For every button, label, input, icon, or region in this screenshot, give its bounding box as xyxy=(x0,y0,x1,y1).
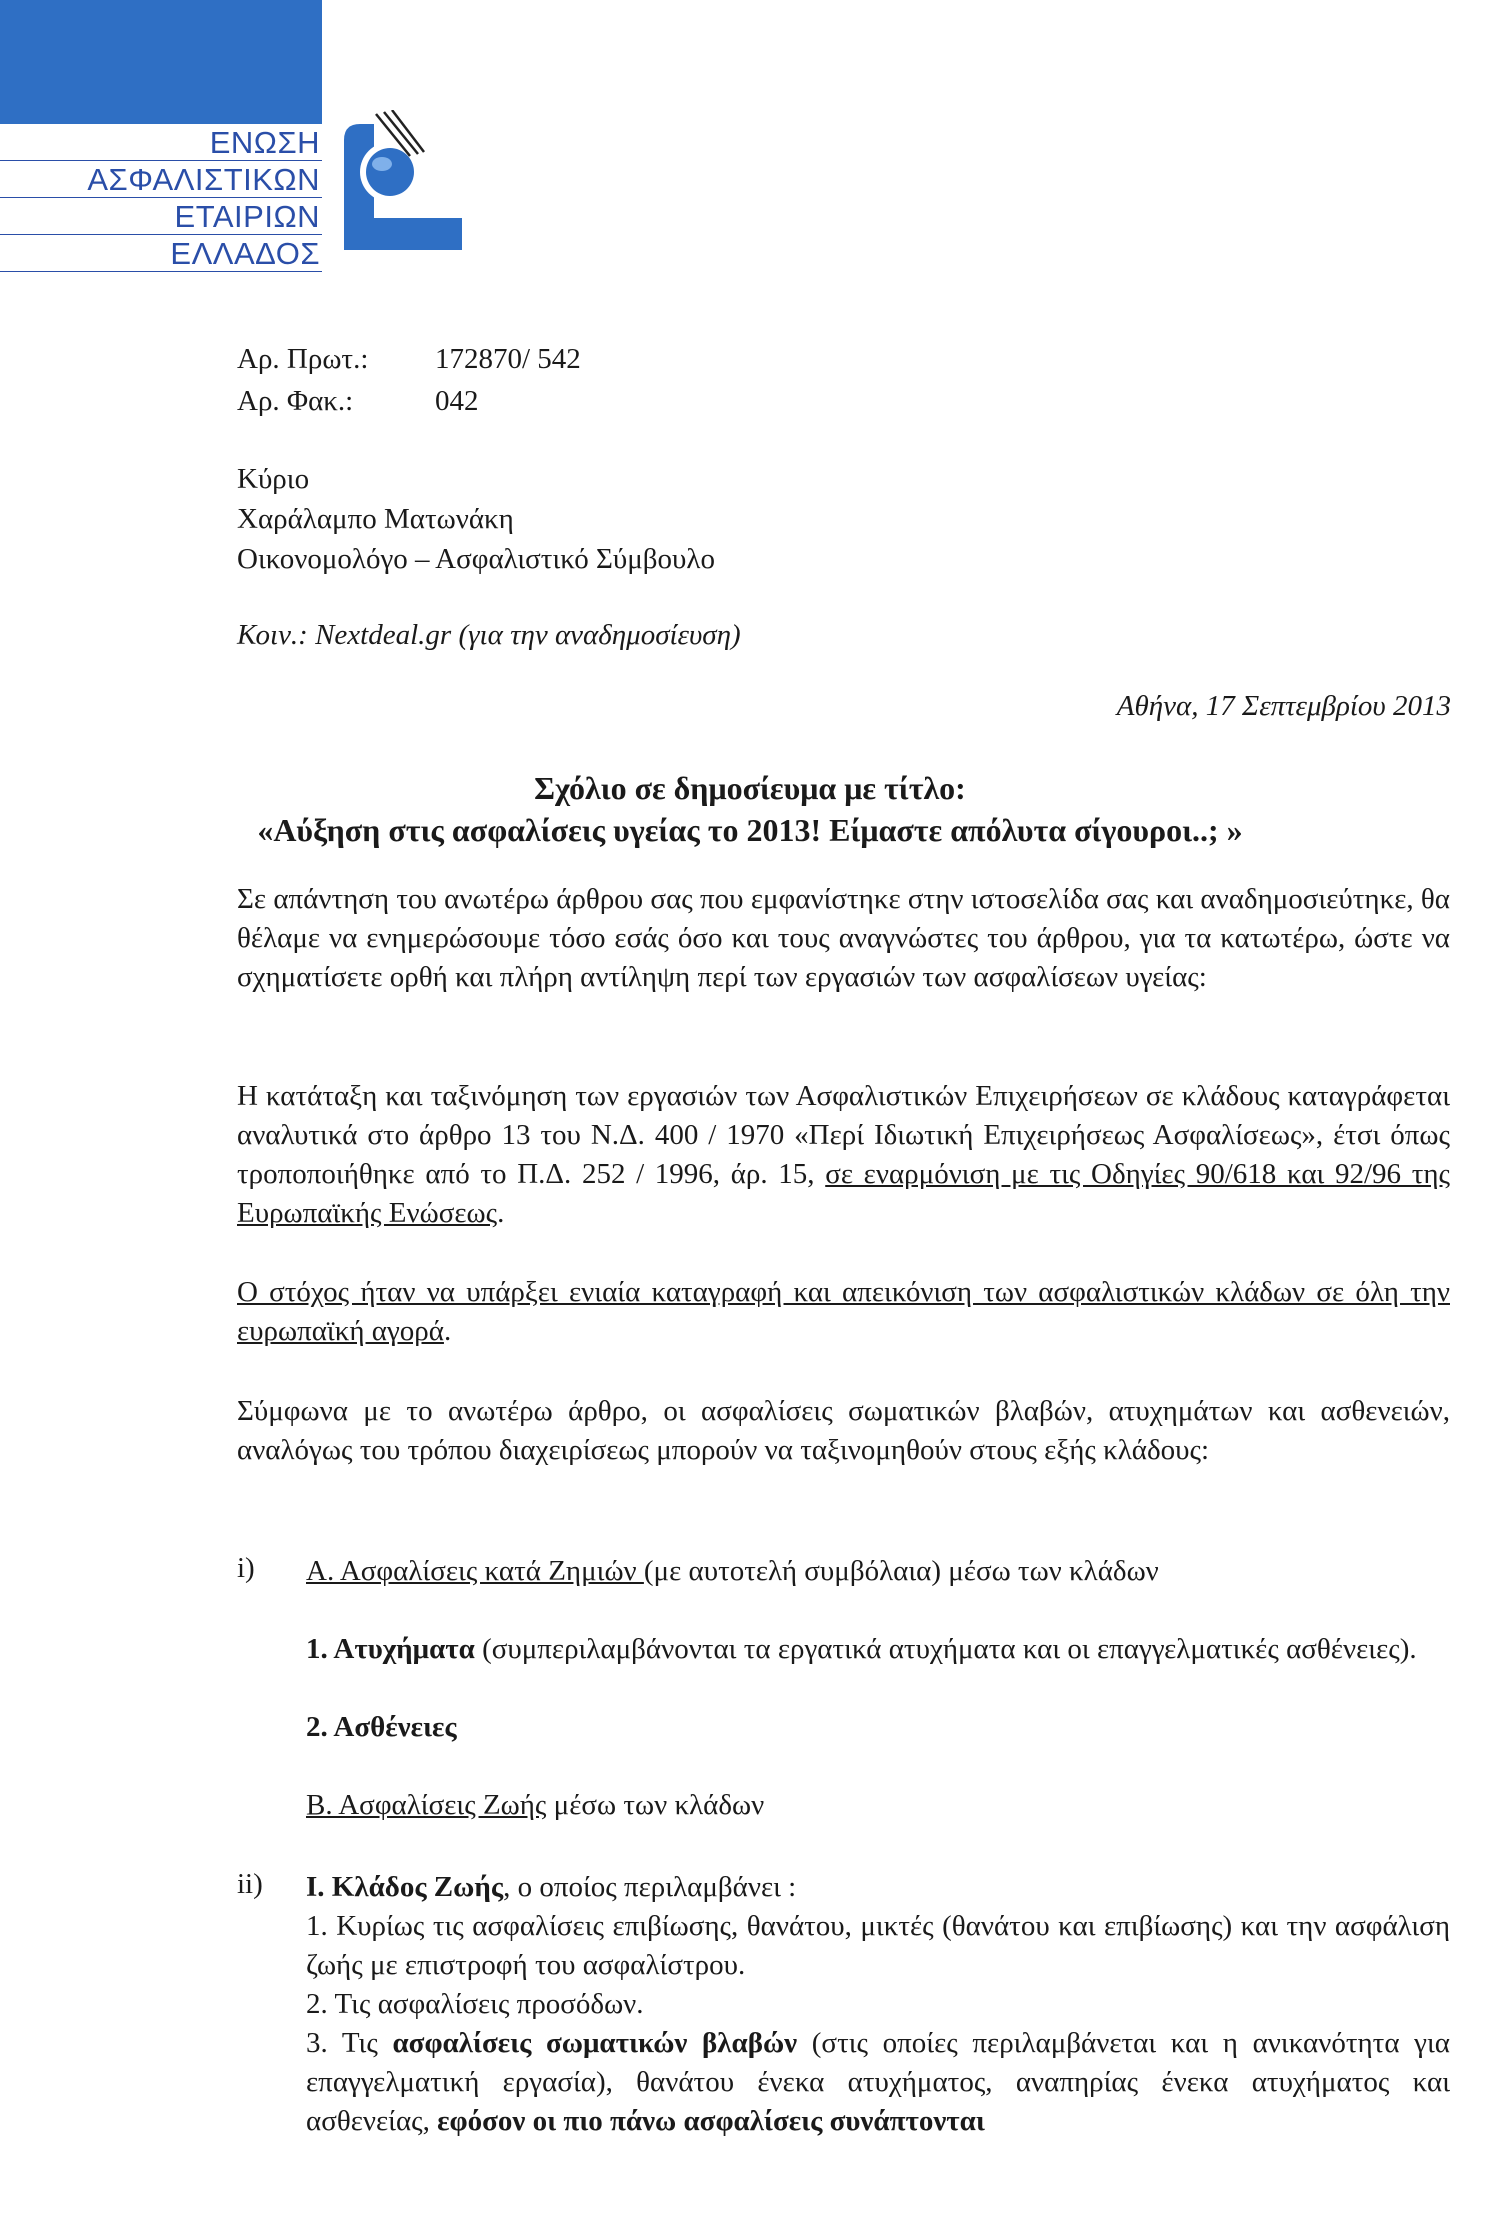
file-value: 042 xyxy=(435,385,479,417)
section-i-item-1-rest: (συμπεριλαμβάνονται τα εργατικά ατυχήματα και οι επαγγελματικές ασθένειες). xyxy=(474,1633,1417,1665)
letter-date: Αθήνα, 17 Σεπτεμβρίου 2013 xyxy=(1116,690,1451,722)
subject-line-1: Σχόλιο σε δημοσίευμα με τίτλο: xyxy=(534,770,966,806)
paragraph-2-text: Η κατάταξη και ταξινόμηση των εργασιών των Ασφαλιστικών Επιχειρήσεων σε κλάδους καταγράφεται αναλυτικά στο άρθρο 13 του Ν.Δ. 400 / 1970 «Περί Ιδιωτική Επιχειρήσεως Ασφαλίσεως», έτσι όπως τροποποιήθηκε από το Π.Δ. 252 / 1996, άρ. 15, xyxy=(237,1080,1450,1190)
org-line-4: ΕΛΛΑΔΟΣ xyxy=(0,235,322,272)
section-i-marker: i) xyxy=(237,1552,255,1584)
paragraph-2-end: . xyxy=(497,1197,505,1229)
section-ii-item-3-bold-2: εφόσον οι πιο πάνω ασφαλίσεις συνάπτονται xyxy=(437,2105,985,2137)
section-ii-item-1: 1. Κυρίως τις ασφαλίσεις επιβίωσης, θανάτου, μικτές (θανάτου και επιβίωσης) και την ασφάλιση ζωής με επιστροφή του ασφαλίστρου. xyxy=(306,1910,1450,1981)
paragraph-1: Σε απάντηση του ανωτέρω άρθρου σας που εμφανίστηκε στην ιστοσελίδα σας και αναδημοσιεύτηκε, θα θέλαμε να ενημερώσουμε τόσο εσάς όσο και τους αναγνώστες του άρθρου, για τα κατωτέρω, ώστε να σχηματίσετε ορθή και πλήρη αντίληψη περί των εργασιών των ασφαλίσεων υγείας: xyxy=(237,883,1450,993)
section-i-item-2 xyxy=(306,1708,1450,1747)
section-ii-heading-rest: , ο οποίος περιλαμβάνει : xyxy=(503,1871,797,1903)
org-line-2: ΑΣΦΑΛΙΣΤΙΚΩΝ xyxy=(0,161,322,198)
section-i-heading xyxy=(306,1552,1450,1591)
section-ii-heading-bold: Ι. Κλάδος Ζωής xyxy=(306,1871,504,1903)
section-i-item-1 xyxy=(306,1630,1450,1669)
protocol-label: Αρ. Πρωτ.: xyxy=(237,343,369,375)
subject-line-2: «Αύξηση στις ασφαλίσεις υγείας το 2013! Είμαστε απόλυτα σίγουροι..; » xyxy=(257,812,1243,848)
paragraph-2 xyxy=(237,1077,1450,1233)
section-b-heading-underlined: Β. Ασφαλίσεις Ζωής xyxy=(306,1789,547,1821)
file-label: Αρ. Φακ.: xyxy=(237,385,354,417)
paragraph-3 xyxy=(237,1273,1450,1351)
recipient-title: Οικονομολόγο – Ασφαλιστικό Σύμβουλο xyxy=(237,543,715,575)
section-ii-item-3-bold-1: ασφαλίσεις σωματικών βλαβών xyxy=(392,2027,798,2059)
recipient-name: Χαράλαμπο Ματωνάκη xyxy=(237,503,514,535)
section-i-heading-underlined: Α. Ασφαλίσεις κατά Ζημιών xyxy=(306,1555,644,1587)
carbon-copy: Κοιν.: Nextdeal.gr (για την αναδημοσίευση) xyxy=(237,619,741,651)
section-ii-marker: ii) xyxy=(237,1868,263,1900)
section-b-heading xyxy=(306,1786,1450,1825)
section-ii-heading xyxy=(306,1868,1450,1907)
section-i-heading-rest: (με αυτοτελή συμβόλαια) μέσω των κλάδων xyxy=(643,1555,1159,1587)
recipient-salutation: Κύριο xyxy=(237,463,310,495)
section-b-heading-rest: μέσω των κλάδων xyxy=(546,1789,765,1821)
protocol-number xyxy=(237,343,581,376)
section-i-item-2-bold: 2. Ασθένειες xyxy=(306,1711,457,1743)
paragraph-4: Σύμφωνα με το ανωτέρω άρθρο, οι ασφαλίσεις σωματικών βλαβών, ατυχημάτων και ασθενειών, αναλόγως του τρόπου διαχειρίσεως μπορούν να ταξινομηθούν στους εξής κλάδους: xyxy=(237,1395,1450,1466)
protocol-value: 172870/ 542 xyxy=(435,343,581,375)
paragraph-3-underlined: Ο στόχος ήταν να υπάρξει ενιαία καταγραφή και απεικόνιση των ασφαλιστικών κλάδων σε όλη την ευρωπαϊκή αγορά xyxy=(237,1276,1450,1347)
letterhead-blue-block xyxy=(0,0,322,124)
section-i-item-1-bold: 1. Ατυχήματα xyxy=(306,1633,475,1665)
section-ii-item-2: 2. Τις ασφαλίσεις προσόδων. xyxy=(306,1988,644,2020)
section-ii-item-3-a: 3. Τις xyxy=(306,2027,393,2059)
organization-logo-icon xyxy=(324,110,466,260)
paragraph-2-underlined: σε εναρμόνιση με τις Οδηγίες 90/618 και 92/96 της Ευρωπαϊκής Ενώσεως xyxy=(237,1158,1450,1229)
paragraph-3-end: . xyxy=(443,1315,452,1347)
org-line-3: ΕΤΑΙΡΙΩΝ xyxy=(0,198,322,235)
file-number xyxy=(237,385,479,418)
organization-name xyxy=(0,124,322,272)
section-ii-item-3-b: (στις οποίες περιλαμβάνεται και η ανικανότητα για επαγγελματική εργασία), θανάτου ένεκα ατυχήματος, αναπηρίας ένεκα ατυχήματος και ασθενείας, xyxy=(306,2027,1450,2137)
section-ii-item-3 xyxy=(306,2024,1450,2141)
org-line-1: ΕΝΩΣΗ xyxy=(0,124,322,161)
